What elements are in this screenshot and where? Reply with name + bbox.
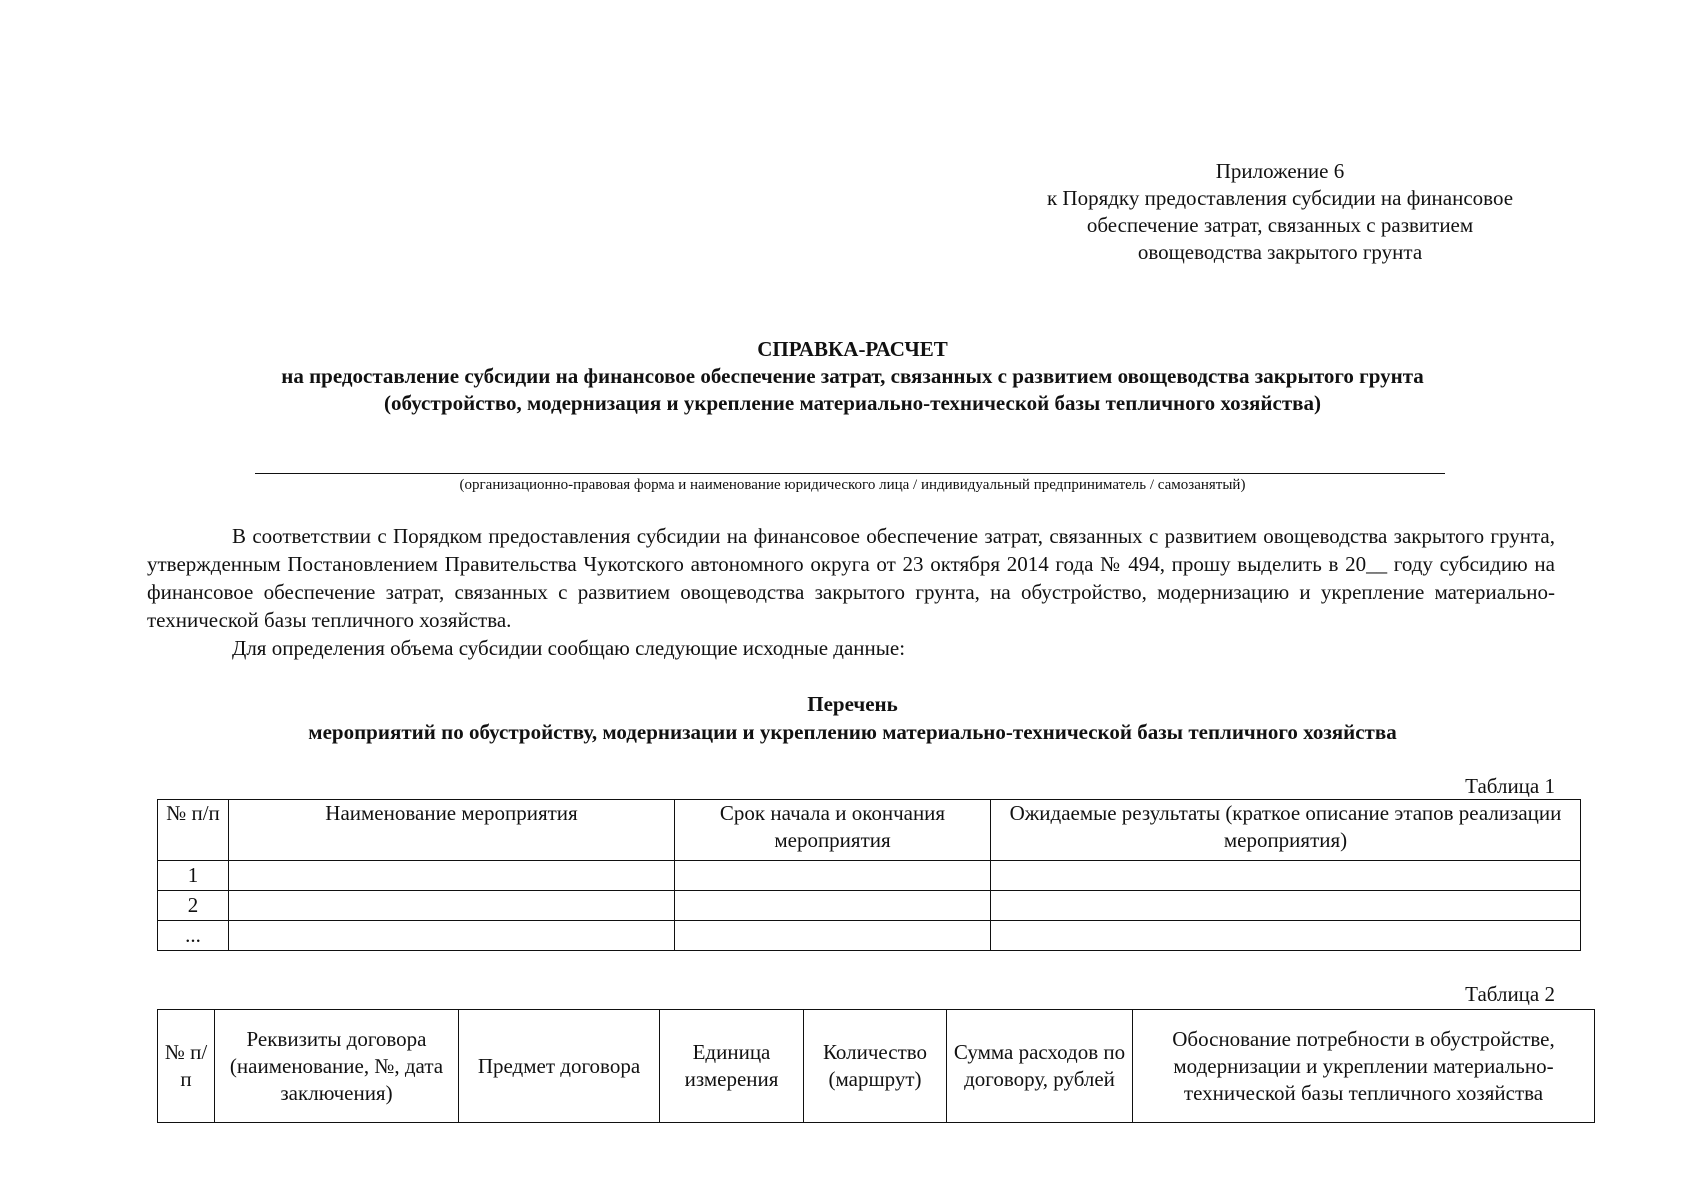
table1-header-row: [158, 800, 1581, 861]
table1-cell-period[interactable]: [675, 891, 991, 921]
title-main: СПРАВКА-РАСЧЕТ: [757, 337, 948, 361]
table1-cell-event-name[interactable]: [229, 861, 675, 891]
contracts-table: [157, 1009, 1595, 1123]
source-data-paragraph: Для определения объема субсидии сообщаю следующие исходные данные:: [232, 636, 906, 660]
request-text: [147, 522, 1555, 662]
organization-caption: (организационно-правовая форма и наименование юридического лица / индивидуальный предприниматель / самозанятый): [459, 477, 1246, 493]
document-title: [150, 336, 1555, 417]
table1-row-number: 2: [158, 891, 229, 921]
table2-header-unit: Единица измерения: [660, 1010, 804, 1123]
table2-header-justification: Обоснование потребности в обустройстве, модернизации и укреплении материально-технической базы тепличного хозяйства: [1133, 1010, 1595, 1123]
table2-header-row: [158, 1010, 1595, 1123]
title-subtitle-2: (обустройство, модернизация и укрепление материально-технической базы тепличного хозяйства): [384, 391, 1321, 415]
table2-header-quantity: Количество (маршрут): [804, 1010, 947, 1123]
table2-header-contract-subject: Предмет договора: [459, 1010, 660, 1123]
table1-header-period: Срок начала и окончания мероприятия: [675, 800, 991, 861]
table1-cell-period[interactable]: [675, 921, 991, 951]
table1-header-event-name: Наименование мероприятия: [229, 800, 675, 861]
appendix-header: [1000, 158, 1560, 266]
organization-fill-line[interactable]: [255, 473, 1445, 474]
table-row: [158, 861, 1581, 891]
request-paragraph: В соответствии с Порядком предоставления субсидии на финансовое обеспечение затрат, связанных с развитием овощеводства закрытого грунта, утвержденным Постановлением Правительства Чукотского автономного округа от 23 октября 2014 года № 494, прошу выделить в 20__ году субсидию на финансовое обеспечение затрат, связанных с развитием овощеводства закрытого грунта, на обустройство, модернизацию и укрепление материально-технической базы тепличного хозяйства.: [147, 524, 1555, 632]
table1-cell-results[interactable]: [991, 861, 1581, 891]
events-table: [157, 799, 1581, 951]
title-subtitle-1: на предоставление субсидии на финансовое обеспечение затрат, связанных с развитием овощеводства закрытого грунта: [281, 364, 1424, 388]
table2-header-contract-details: Реквизиты договора (наименование, №, дата заключения): [215, 1010, 459, 1123]
table-row: [158, 891, 1581, 921]
list-title-main: Перечень: [807, 692, 898, 716]
table1-header-results: Ожидаемые результаты (краткое описание этапов реализации мероприятия): [991, 800, 1581, 861]
appendix-ref-line-3: овощеводства закрытого грунта: [1137, 240, 1423, 264]
table1-cell-period[interactable]: [675, 861, 991, 891]
table1-cell-event-name[interactable]: [229, 921, 675, 951]
table1-header-number: № п/п: [158, 800, 229, 861]
list-title-sub: мероприятий по обустройству, модернизации и укреплению материально-технической базы тепличного хозяйства: [308, 720, 1397, 744]
appendix-ref-line-1: к Порядку предоставления субсидии на финансовое: [1046, 186, 1514, 210]
table2-header-number: № п/п: [158, 1010, 215, 1123]
table1-cell-results[interactable]: [991, 891, 1581, 921]
table-row: [158, 921, 1581, 951]
table1-row-number: 1: [158, 861, 229, 891]
table1-row-number: ...: [158, 921, 229, 951]
list-title: [150, 690, 1555, 746]
appendix-ref-line-2: обеспечение затрат, связанных с развитием: [1086, 213, 1474, 237]
table2-label: Таблица 2: [1465, 982, 1555, 1006]
table1-cell-event-name[interactable]: [229, 891, 675, 921]
table2-header-amount: Сумма расходов по договору, рублей: [947, 1010, 1133, 1123]
table1-label: Таблица 1: [1465, 774, 1555, 798]
table1-cell-results[interactable]: [991, 921, 1581, 951]
appendix-number: Приложение 6: [1215, 159, 1345, 183]
